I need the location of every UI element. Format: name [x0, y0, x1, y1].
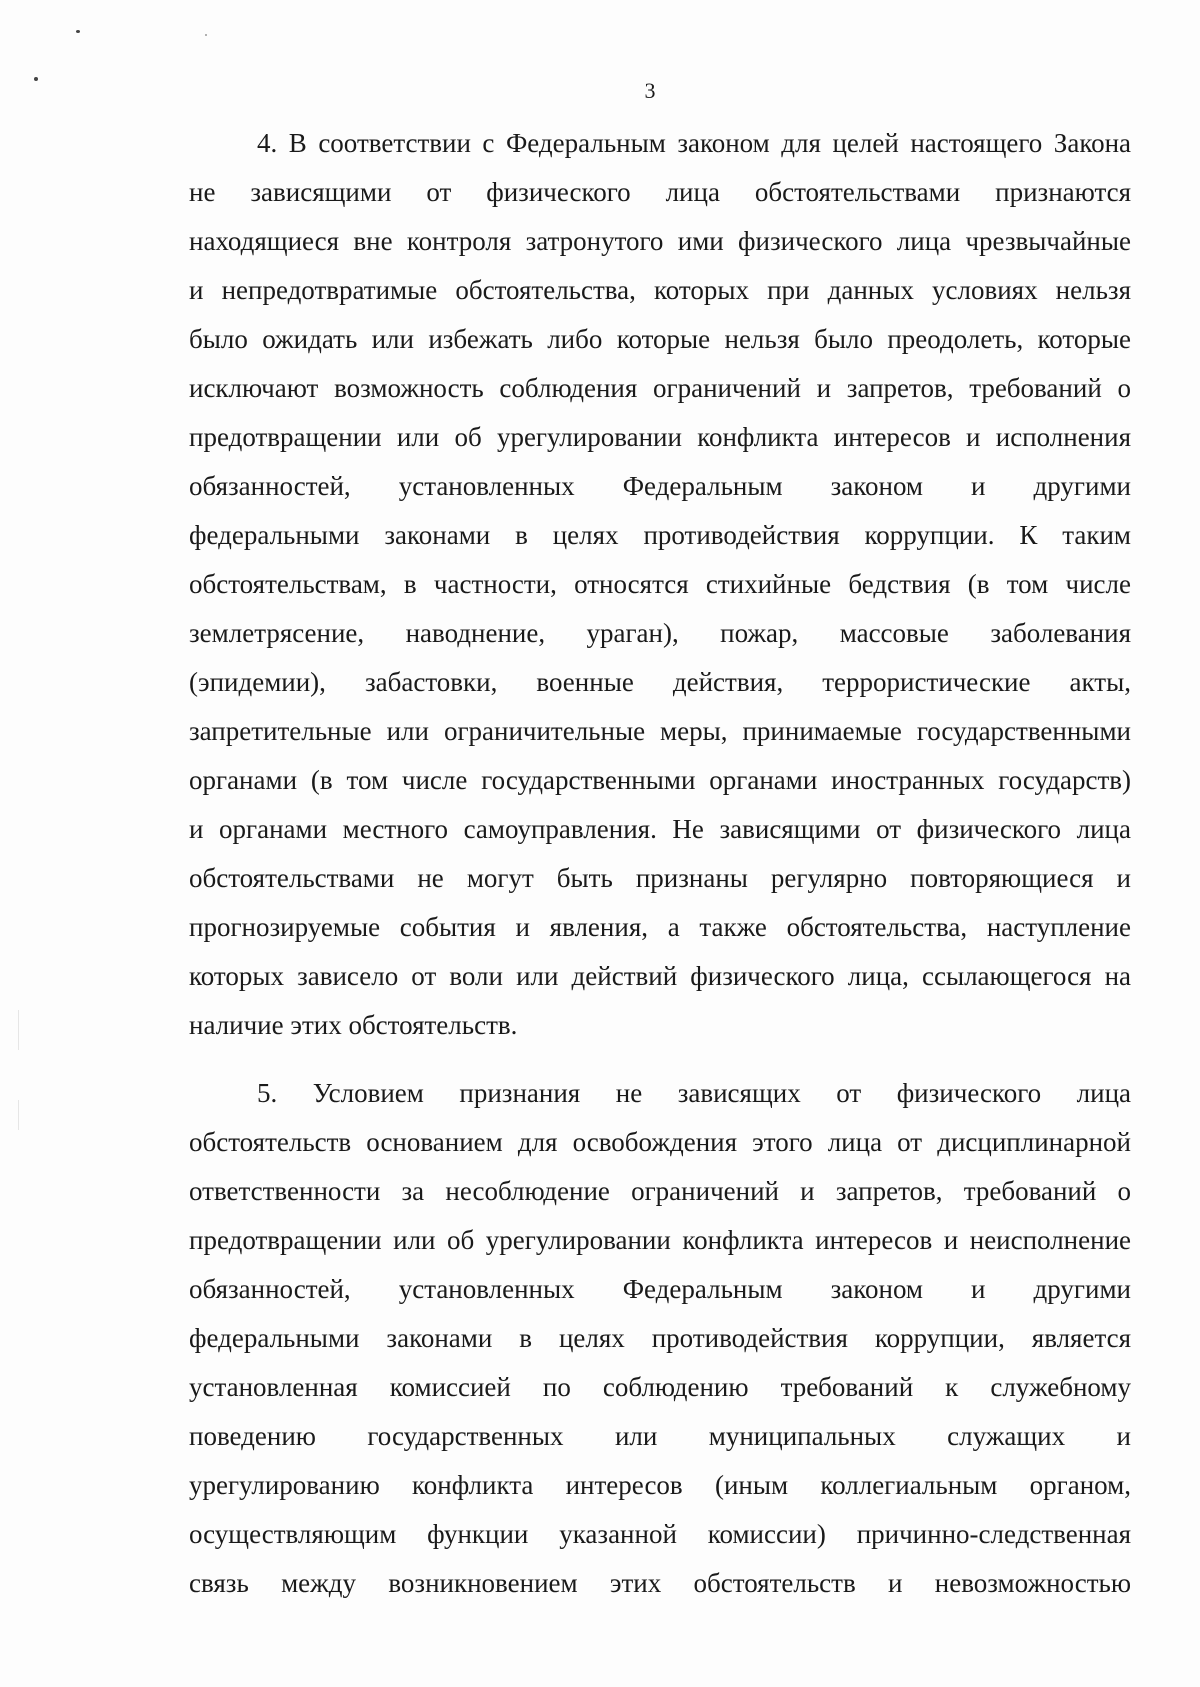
scan-speck [34, 77, 38, 81]
text-line: связь между возникновением этих обстоятельств и невозможностью [189, 1568, 1131, 1598]
text-line: было ожидать или избежать либо которые нельзя было преодолеть, которые [189, 324, 1131, 354]
text-line: предотвращении или об урегулировании конфликта интересов и неисполнение [189, 1225, 1131, 1255]
text-line: обстоятельствами не могут быть признаны регулярно повторяющиеся и [189, 863, 1131, 893]
text-line: 5. Условием признания не зависящих от физического лица [257, 1078, 1131, 1108]
text-line: находящиеся вне контроля затронутого ими физического лица чрезвычайные [189, 226, 1131, 256]
text-line: предотвращении или об урегулировании конфликта интересов и исполнения [189, 422, 1131, 452]
text-line: установленная комиссией по соблюдению требований к служебному [189, 1372, 1131, 1402]
text-line: исключают возможность соблюдения ограничений и запретов, требований о [189, 373, 1131, 403]
text-line: не зависящими от физического лица обстоятельствами признаются [189, 177, 1131, 207]
text-line: обстоятельств основанием для освобождения этого лица от дисциплинарной [189, 1127, 1131, 1157]
text-line: федеральными законами в целях противодействия коррупции. К таким [189, 520, 1131, 550]
scan-edge-mark [18, 1100, 19, 1130]
text-line: обязанностей, установленных Федеральным законом и другими [189, 1274, 1131, 1304]
text-line: осуществляющим функции указанной комиссии) причинно-следственная [189, 1519, 1131, 1549]
text-line: федеральными законами в целях противодействия коррупции, является [189, 1323, 1131, 1353]
text-line: и непредотвратимые обстоятельства, которых при данных условиях нельзя [189, 275, 1131, 305]
text-line: урегулированию конфликта интересов (иным коллегиальным органом, [189, 1470, 1131, 1500]
text-line: наличие этих обстоятельств. [189, 1010, 518, 1040]
scan-edge-mark [18, 1010, 19, 1050]
text-line: поведению государственных или муниципальных служащих и [189, 1421, 1131, 1451]
text-line: которых зависело от воли или действий физического лица, ссылающегося на [189, 961, 1131, 991]
scan-speck [76, 30, 80, 33]
paragraph-4 [189, 119, 1131, 1050]
paragraph-5 [189, 1069, 1131, 1608]
text-line: ответственности за несоблюдение ограничений и запретов, требований о [189, 1176, 1131, 1206]
text-line: землетрясение, наводнение, ураган), пожар, массовые заболевания [189, 618, 1131, 648]
page-number: 3 [644, 78, 656, 103]
text-line: прогнозируемые события и явления, а также обстоятельства, наступление [189, 912, 1131, 942]
scan-speck [205, 34, 207, 36]
text-line: органами (в том числе государственными органами иностранных государств) [189, 765, 1131, 795]
text-line: обязанностей, установленных Федеральным законом и другими [189, 471, 1131, 501]
text-line: 4. В соответствии с Федеральным законом для целей настоящего Закона [257, 128, 1131, 158]
text-line: запретительные или ограничительные меры, принимаемые государственными [189, 716, 1131, 746]
text-line: и органами местного самоуправления. Не зависящими от физического лица [189, 814, 1131, 844]
text-line: обстоятельствам, в частности, относятся стихийные бедствия (в том числе [189, 569, 1131, 599]
text-line: (эпидемии), забастовки, военные действия, террористические акты, [189, 667, 1131, 697]
